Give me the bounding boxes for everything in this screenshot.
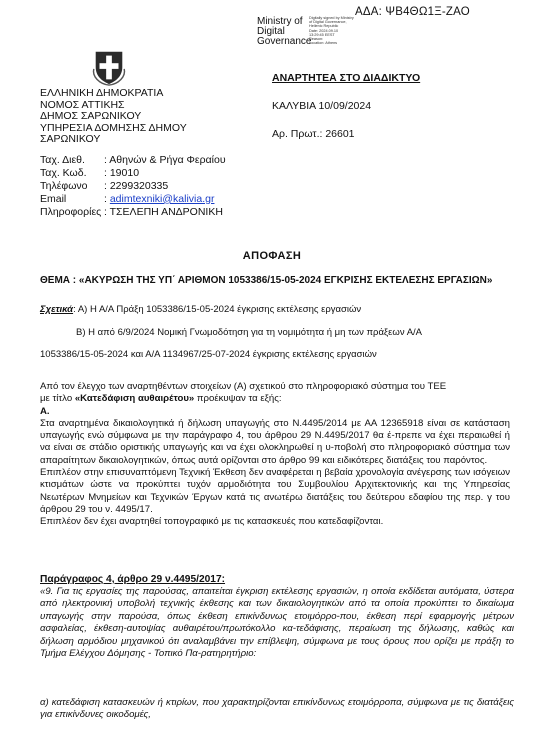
- ada-code: ΑΔΑ: ΨΒ4ΘΩ1Ξ-ΖΑΟ: [355, 6, 470, 18]
- paragraph-1: Στα αναρτημένα δικαιολογητικά ή δήλωση υπαγωγής στο Ν.4495/2014 με ΑΑ 12365918 είναι σε κατάσταση υπαγωγής ενώ σύμφωνα με την παράγραφο 4, του άρθρου 29 Ν.4495/2017 θα έ-πρεπε να έχει περαιωθεί ή να είναι σε στάδιο οριστικής υπαγωγής και να έχει ολοκληρωθεί η υ-ποβολή στο πληροφοριακό σύστημα των απαραίτητων δικαιολογητικών, όπως αυτά ορίζονται στο άρθρο 99 και ειδικότερες διατάξεις του παρόντος.: [40, 417, 510, 466]
- contact-row-info: Πληροφορίες : ΤΣΕΛΕΠΗ ΑΝΔΡΟΝΙΚΗ: [40, 205, 223, 218]
- document-title: ΑΠΟΦΑΣΗ: [242, 250, 302, 262]
- issuer-header: ΕΛΛΗΝΙΚΗ ΔΗΜΟΚΡΑΤΙΑ ΝΟΜΟΣ ΑΤΤΙΚΗΣ ΔΗΜΟΣ ΣΑΡΩΝΙΚΟΥ ΥΠΗΡΕΣΙΑ ΔΟΜΗΣΗΣ ΔΗΜΟΥ ΣΑΡΩΝΙΚΟΥ: [40, 87, 187, 146]
- ministry-label: Ministry of Digital Governance: [257, 16, 312, 47]
- contact-row-email: Email : adimtexniki@kalivia.gr: [40, 192, 215, 205]
- paragraph-2: Επιπλέον στην επισυναπτόμενη Τεχνική Έκθεση δεν αναφέρεται η βεβαία χρονολογία ανέγερσης των ισόγειων κτισμάτων ώστε να προκύπτει τυχόν αρμοδιότητα του Συμβουλίου Αρχιτεκτονικής και της Υπηρεσίας Νεωτέρων Μνημείων και Τεχνικών Έργων κατά τις ανωτέρω διατάξεις του δεύτερου εδαφίου της περ. γ του άρθρου 29 του ν. 4495/17.: [40, 467, 510, 515]
- hellenic-emblem-icon: [90, 48, 128, 86]
- document-date: ΚΑΛΥΒΙΑ 10/09/2024: [272, 100, 372, 112]
- post-online-label: ΑΝΑΡΤΗΤΕΑ ΣΤΟ ΔΙΑΔΙΚΤΥΟ: [272, 72, 421, 84]
- email-link[interactable]: adimtexniki@kalivia.gr: [109, 192, 215, 205]
- protocol-number: Αρ. Πρωτ.: 26601: [272, 128, 355, 140]
- law-quote: «9. Για τις εργασίες της παρούσας, απαιτείται έγκριση εκτέλεσης εργασιών, η οποία εκδίδεται αυτόματα, ύστερα από ηλεκτρονική υποβολή τεχνικής έκθεσης και των δικαιολογητικών από τα οποία προκύπτει το δικαίωμα υπαγωγής στην παρούσα, όπως έκθεση επικίνδυνως ετοιμόρρο-που, έκθεση περί εφαρμογής μέτρων ασφαλείας, έκθεση-αυτοψίας αυθαιρέτου/πρωτόκολλο κα-τεδάφισης, περαίωση της δήλωσης, καθώς και δήλωση αρμόδιου μηχανικού ότι αναλαμβάνει την επίβλεψη, σύμφωνα με τους όρους που ορίζει με πράξη το Τμήμα Ελέγχου Δόμησης - Τοπικό Πα-ρατηρητήριο:: [40, 586, 514, 660]
- law-paragraph-heading: Παράγραφος 4, άρθρο 29 ν.4495/2017:: [40, 574, 226, 585]
- reference-a: Σχετικά: Α) Η Α/Α Πράξη 1053386/15-05-2024 έγκρισης εκτέλεσης εργασιών: [40, 304, 362, 315]
- subject-line: ΘΕΜΑ : «ΑΚΥΡΩΣΗ ΤΗΣ ΥΠ΄ ΑΡΙΘΜΟΝ 1053386/15-05-2024 ΕΓΚΡΙΣΗΣ ΕΚΤΕΛΕΣΗΣ ΕΡΓΑΣΙΩΝ»: [40, 275, 493, 286]
- reference-b-line2: 1053386/15-05-2024 και Α/Α 1134967/25-07-2024 έγκρισης εκτέλεσης εργασιών: [40, 349, 377, 360]
- decision-body: Από τον έλεγχο των αναρτηθέντων στοιχείων (Α) σχετικού στο πληροφοριακό σύστημα του ΤΕΕ με τίτλο «Κατεδάφιση αυθαιρέτου» προέκυψαν τα εξής: Α. Στα αναρτημένα δικαιολογητικά ή δήλωση υπαγωγής στο Ν.4495/2014 με ΑΑ 12365918 είναι σε κατάσταση υπαγωγής ενώ σύμφωνα με την παράγραφο 4, του άρθρου 29 Ν.4495/2017 θα έ-πρεπε να έχει περαιωθεί ή να είναι σε στάδιο οριστικής υπαγωγής και να έχει ολοκληρωθεί η υ-ποβολή στο πληροφοριακό σύστημα των απαραίτητων δικαιολογητικών, όπως αυτά ορίζονται στο άρθρο 99 και ειδικότερες διατάξεις του παρόντος. Επιπλέον στην επισυναπτόμενη Τεχνική Έκθεση δεν αναφέρεται η βεβαία χρονολογία ανέγερσης των ισόγειων κτισμάτων ώστε να προκύπτει τυχόν αρμοδιότητα του Συμβουλίου Αρχιτεκτονικής και της Υπηρεσίας Νεωτέρων Μνημείων και Τεχνικών Έργων κατά τις ανωτέρω διατάξεις του δεύτερου εδαφίου της περ. γ του άρθρου 29 του ν. 4495/17. Επιπλέον δεν έχει αναρτηθεί τοπογραφικό με τις κατασκευές που κατεδαφίζονται.: [40, 381, 510, 528]
- contact-row-address: Ταχ. Διεθ. : Αθηνών & Ρήγα Φεραίου: [40, 154, 226, 166]
- law-quote-item-a: α) κατεδάφιση κατασκευών ή κτιρίων, που χαρακτηρίζονται επικίνδυνως ετοιμόρροπα, σύμφωνα με τις διατάξεις για επικίνδυνες οικοδομές,: [40, 697, 514, 721]
- contact-row-phone: Τηλέφωνο : 2299320335: [40, 179, 169, 192]
- digital-signature: Digitally signed by Ministry of Digital Governance, Hellenic Republic Date: 2024.09.10 13:29:45 EEST Reason: Location: Athens: [309, 16, 354, 46]
- paragraph-3: Επιπλέον δεν έχει αναρτηθεί τοπογραφικό με τις κατασκευές που κατεδαφίζονται.: [40, 516, 384, 528]
- contact-details: [40, 154, 226, 219]
- contact-row-postcode: Ταχ. Κωδ. : 19010: [40, 166, 140, 179]
- reference-b-line1: Β) Η από 6/9/2024 Νομική Γνωμοδότηση για τη νομιμότητα ή μη των πράξεων Α/Α: [76, 327, 423, 338]
